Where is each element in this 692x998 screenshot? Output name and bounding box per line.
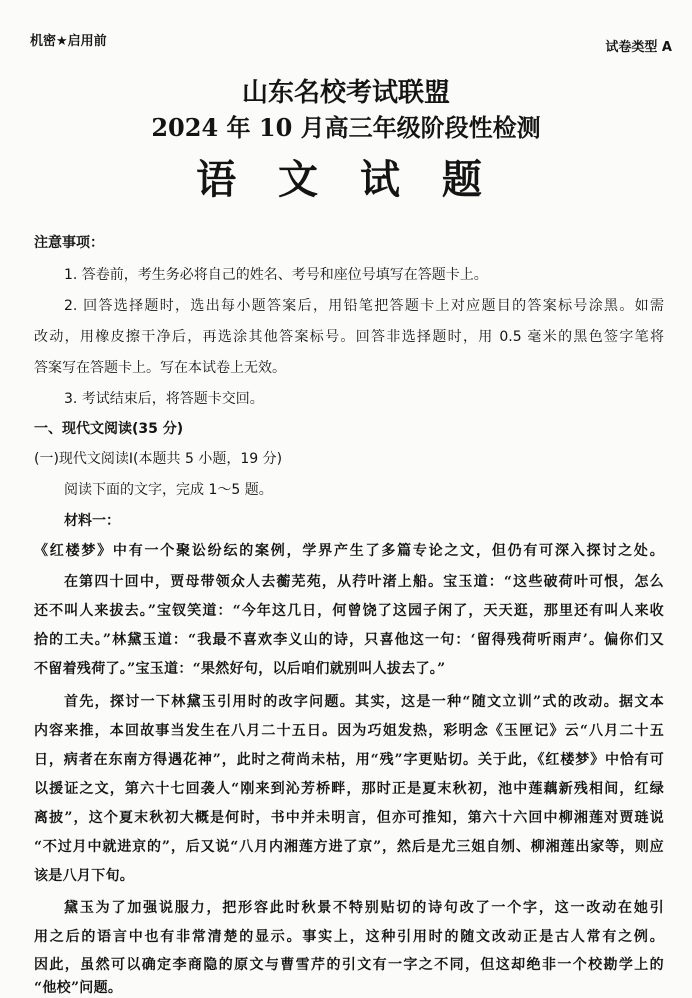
material-label: 材料一：: [64, 513, 120, 529]
passage-line: 以援证之文，第六十七回袭人“刚来到沁芳桥畔，那时正是夏末秋初，池中莲藕新残相间，红绿: [34, 781, 664, 797]
note-2-line-3: 答案写在答题卡上。写在本试卷上无效。: [34, 360, 286, 376]
subject-title: 语 文 试 题: [196, 156, 496, 203]
passage-line: 拾的工夫。”林黛玉道：“我最不喜欢李义山的诗，只喜他这一句：‘留得残荷听雨声’。偏你们又: [34, 632, 664, 648]
passage-line: 在第四十回中，贾母带领众人去蘅芜苑，从荇叶渚上船。宝玉道：“这些破荷叶可恨，怎么: [64, 574, 664, 590]
section-title: 一、现代文阅读(35 分): [34, 421, 184, 437]
passage-line: 黛玉为了加强说服力，把形容此时秋景不特别贴切的诗句改了一个字，这一改动在她引: [64, 900, 664, 916]
passage-line: 日，病者在东南方得遇花神”，此时之荷尚未枯，用“残”字更贴切。关于此，《红楼梦》中恰有可: [34, 752, 664, 768]
passage-line: 内容来推，本回故事当发生在八月二十五日。因为巧姐发热，彩明念《玉匣记》云“八月二十五: [34, 723, 664, 739]
passage-line: 用之后的语言中也有非常清楚的显示。事实上，这种引用时的随文改动正是古人常有之例。: [34, 929, 664, 945]
passage-line: “他校”问题。: [34, 980, 123, 996]
passage-line: 离披”，这个夏末秋初大概是何时，书中并未明言，但亦可推知，第六十六回中柳湘莲对贾琏说: [34, 810, 664, 826]
passage-line: 还不叫人来拔去。”宝钗笑道：“今年这几日，何曾饶了这园子闲了，天天逛，那里还有叫人来收: [34, 603, 664, 619]
note-3: 3. 考试结束后，将答题卡交回。: [64, 391, 264, 407]
paper-type-label: 试卷类型 A: [605, 40, 672, 55]
passage-line: 该是八月下旬。: [34, 868, 135, 884]
note-1: 1. 答卷前，考生务必将自己的姓名、考号和座位号填写在答题卡上。: [64, 267, 488, 283]
confidential-label: 机密★启用前: [30, 34, 107, 49]
subsection-title: (一)现代文阅读Ⅰ(本题共 5 小题，19 分): [34, 451, 283, 467]
exam-title: 2024 年 10 月高三年级阶段性检测: [151, 113, 541, 142]
passage-line: 不留着残荷了。”宝玉道：“果然好句，以后咱们就别叫人拔去了。”: [34, 661, 446, 677]
passage-line: 首先，探讨一下林黛玉引用时的改字问题。其实，这是一种“随文立训”式的改动。据文本: [64, 694, 664, 710]
note-2-line-2: 改动，用橡皮擦干净后，再选涂其他答案标号。回答非选择题时，用 0.5 毫米的黑色签字笔将: [34, 329, 664, 345]
passage-line: 因此，虽然可以确定李商隐的原文与曹雪芹的引文有一字之不同，但这却绝非一个校勘学上的: [34, 957, 664, 973]
notes-heading: 注意事项：: [34, 235, 104, 251]
passage-line: 《红楼梦》中有一个聚讼纷纭的案例，学界产生了多篇专论之文，但仍有可深入探讨之处。: [34, 543, 664, 559]
reading-instruction: 阅读下面的文字，完成 1～5 题。: [64, 482, 273, 498]
passage-line: “不过月中就进京的”，后又说“八月内湘莲方进了京”，然后是尤三姐自刎、柳湘莲出家等，则应: [34, 839, 664, 855]
note-2-line-1: 2. 回答选择题时，选出每小题答案后，用铅笔把答题卡上对应题目的答案标号涂黑。如需: [64, 298, 664, 314]
alliance-title: 山东名校考试联盟: [241, 78, 450, 108]
